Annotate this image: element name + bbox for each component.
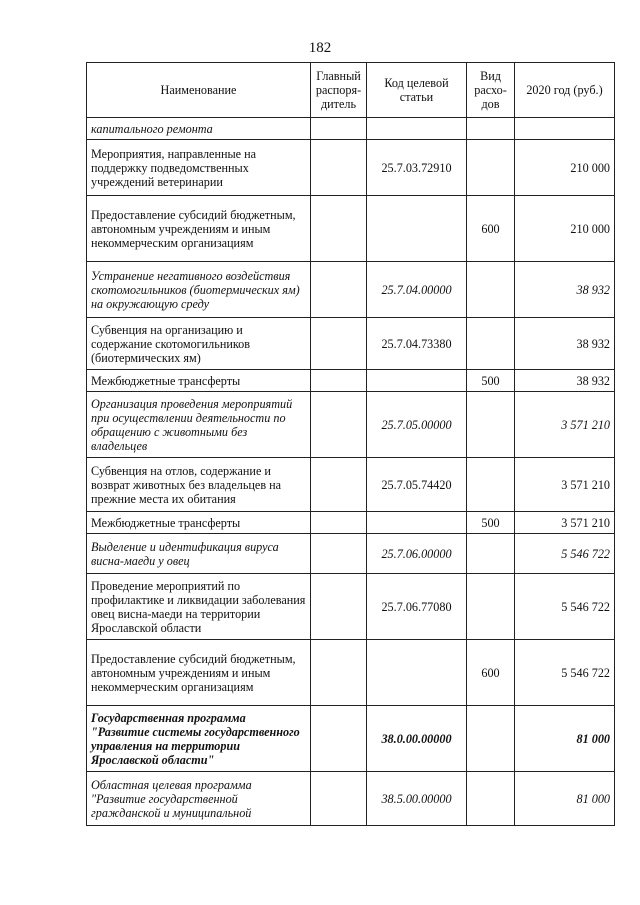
cell-type bbox=[467, 118, 515, 140]
cell-amount: 81 000 bbox=[515, 772, 615, 826]
cell-type: 500 bbox=[467, 370, 515, 392]
cell-type bbox=[467, 140, 515, 196]
cell-amount: 38 932 bbox=[515, 318, 615, 370]
cell-code bbox=[367, 370, 467, 392]
table-row bbox=[87, 706, 615, 772]
cell-code: 25.7.05.00000 bbox=[367, 392, 467, 458]
cell-type: 600 bbox=[467, 640, 515, 706]
table-row bbox=[87, 392, 615, 458]
cell-amount: 5 546 722 bbox=[515, 534, 615, 574]
table-header-row bbox=[87, 63, 615, 118]
table-row bbox=[87, 574, 615, 640]
cell-amount: 5 546 722 bbox=[515, 640, 615, 706]
cell-name: Предоставление субсидий бюджетным, автономным учреждениям и иным некоммерческим организациям bbox=[87, 640, 311, 706]
cell-type bbox=[467, 318, 515, 370]
table-row bbox=[87, 118, 615, 140]
cell-name: Предоставление субсидий бюджетным, автономным учреждениям и иным некоммерческим организациям bbox=[87, 196, 311, 262]
column-header-manager: Главный распоря-дитель bbox=[311, 63, 367, 118]
cell-type bbox=[467, 458, 515, 512]
cell-manager bbox=[311, 512, 367, 534]
cell-type bbox=[467, 262, 515, 318]
cell-amount: 38 932 bbox=[515, 262, 615, 318]
cell-name: Субвенция на организацию и содержание скотомогильников (биотермических ям) bbox=[87, 318, 311, 370]
cell-manager bbox=[311, 706, 367, 772]
cell-manager bbox=[311, 140, 367, 196]
table-row bbox=[87, 318, 615, 370]
table-row bbox=[87, 196, 615, 262]
cell-name: капитального ремонта bbox=[87, 118, 311, 140]
table-row bbox=[87, 370, 615, 392]
cell-code bbox=[367, 512, 467, 534]
table-row bbox=[87, 534, 615, 574]
cell-name: Устранение негативного воздействия скотомогильников (биотермических ям) на окружающую среду bbox=[87, 262, 311, 318]
table-row bbox=[87, 262, 615, 318]
cell-code bbox=[367, 640, 467, 706]
cell-amount: 210 000 bbox=[515, 140, 615, 196]
cell-amount: 3 571 210 bbox=[515, 512, 615, 534]
cell-name: Государственная программа "Развитие системы государственного управления на территории Ярославской области" bbox=[87, 706, 311, 772]
cell-manager bbox=[311, 534, 367, 574]
table-row bbox=[87, 458, 615, 512]
cell-manager bbox=[311, 196, 367, 262]
cell-code: 25.7.06.00000 bbox=[367, 534, 467, 574]
column-header-name: Наименование bbox=[87, 63, 311, 118]
cell-amount: 81 000 bbox=[515, 706, 615, 772]
cell-amount bbox=[515, 118, 615, 140]
cell-name: Проведение мероприятий по профилактике и ликвидации заболевания овец висна-маеди на территории Ярославской области bbox=[87, 574, 311, 640]
column-header-code: Код целевой статьи bbox=[367, 63, 467, 118]
cell-manager bbox=[311, 262, 367, 318]
column-header-amount: 2020 год (руб.) bbox=[515, 63, 615, 118]
budget-table bbox=[86, 62, 615, 826]
table-row bbox=[87, 140, 615, 196]
cell-type bbox=[467, 392, 515, 458]
cell-name: Субвенция на отлов, содержание и возврат животных без владельцев на прежние места их обитания bbox=[87, 458, 311, 512]
cell-name: Областная целевая программа "Развитие государственной гражданской и муниципальной bbox=[87, 772, 311, 826]
cell-manager bbox=[311, 392, 367, 458]
cell-code: 25.7.06.77080 bbox=[367, 574, 467, 640]
cell-manager bbox=[311, 318, 367, 370]
cell-amount: 38 932 bbox=[515, 370, 615, 392]
table-row bbox=[87, 512, 615, 534]
cell-name: Мероприятия, направленные на поддержку подведомственных учреждений ветеринарии bbox=[87, 140, 311, 196]
cell-code bbox=[367, 118, 467, 140]
cell-amount: 5 546 722 bbox=[515, 574, 615, 640]
cell-code: 38.0.00.00000 bbox=[367, 706, 467, 772]
cell-manager bbox=[311, 458, 367, 512]
cell-code: 25.7.05.74420 bbox=[367, 458, 467, 512]
cell-amount: 3 571 210 bbox=[515, 458, 615, 512]
page-number: 182 bbox=[308, 40, 332, 56]
cell-manager bbox=[311, 574, 367, 640]
cell-amount: 3 571 210 bbox=[515, 392, 615, 458]
table-body bbox=[87, 118, 615, 826]
cell-type: 500 bbox=[467, 512, 515, 534]
cell-manager bbox=[311, 118, 367, 140]
cell-name: Выделение и идентификация вируса висна-маеди у овец bbox=[87, 534, 311, 574]
cell-code: 38.5.00.00000 bbox=[367, 772, 467, 826]
cell-type bbox=[467, 534, 515, 574]
cell-name: Межбюджетные трансферты bbox=[87, 512, 311, 534]
cell-code: 25.7.04.00000 bbox=[367, 262, 467, 318]
table-row bbox=[87, 640, 615, 706]
cell-name: Организация проведения мероприятий при осуществлении деятельности по обращению с животными без владельцев bbox=[87, 392, 311, 458]
cell-code: 25.7.03.72910 bbox=[367, 140, 467, 196]
cell-type bbox=[467, 706, 515, 772]
cell-type bbox=[467, 772, 515, 826]
cell-manager bbox=[311, 772, 367, 826]
cell-type bbox=[467, 574, 515, 640]
table-row bbox=[87, 772, 615, 826]
cell-amount: 210 000 bbox=[515, 196, 615, 262]
cell-name: Межбюджетные трансферты bbox=[87, 370, 311, 392]
cell-manager bbox=[311, 640, 367, 706]
cell-code: 25.7.04.73380 bbox=[367, 318, 467, 370]
cell-type: 600 bbox=[467, 196, 515, 262]
column-header-type: Вид расхо-дов bbox=[467, 63, 515, 118]
cell-manager bbox=[311, 370, 367, 392]
cell-code bbox=[367, 196, 467, 262]
